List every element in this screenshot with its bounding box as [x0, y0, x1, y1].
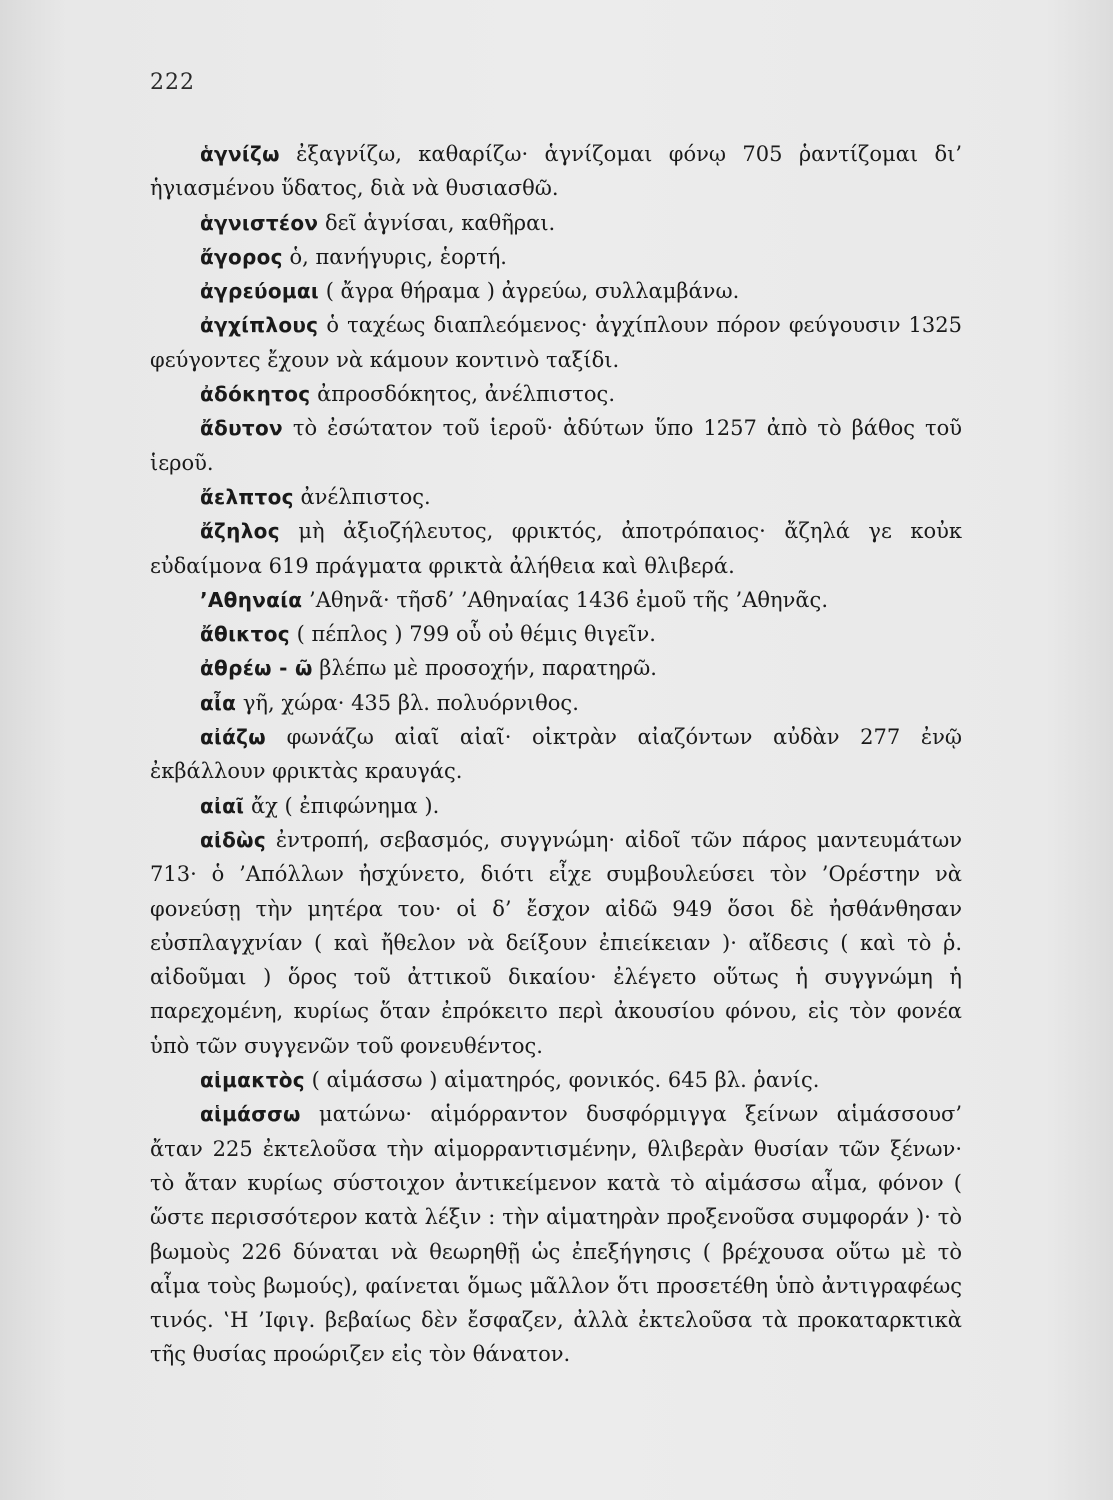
entry-definition: δεῖ ἁγνίσαι, καθῆραι.: [318, 210, 556, 235]
entry-definition: μὴ ἀξιοζήλευτος, φρικτός, ἀποτρόπαιος· ἄζηλά γε κοὐκ εὐδαίμονα 619 πράγματα φρικτὰ ἀλήθεια καὶ θλιβερά.: [150, 519, 962, 578]
entry-lemma: αἱμακτὸς: [200, 1068, 305, 1093]
entry-lemma: αἰαῖ: [200, 793, 245, 818]
entry-lemma: ἀγχίπλους: [200, 313, 319, 338]
entry-definition: τὸ ἐσώτατον τοῦ ἱεροῦ· ἀδύτων ὕπο 1257 ἀπὸ τὸ βάθος τοῦ ἱεροῦ.: [150, 416, 962, 475]
entry-definition: ( αἱμάσσω ) αἱματηρός, φονικός. 645 βλ. ῥανίς.: [304, 1068, 820, 1093]
glossary-entry: [150, 480, 962, 514]
entry-lemma: ἁγνίζω: [200, 142, 280, 166]
glossary-entry: [150, 274, 962, 308]
entry-lemma: ἀθρέω - ῶ: [200, 656, 313, 681]
entry-definition: ’Αθηνᾶ· τῆσδ’ ’Αθηναίας 1436 ἐμοῦ τῆς ’Αθηνᾶς.: [302, 587, 828, 612]
glossary-entry: [150, 137, 962, 206]
entry-definition: ὁ, πανήγυρις, ἑορτή.: [282, 244, 507, 269]
entry-definition: ἐξαγνίζω, καθαρίζω· ἁγνίζομαι φόνῳ 705 ῥαντίζομαι δι’ ἡγιασμένου ὕδατος, διὰ νὰ θυσιασθῶ.: [150, 142, 962, 201]
entry-definition: βλέπω μὲ προσοχήν, παρατηρῶ.: [312, 656, 657, 681]
entry-lemma: ἄθικτος: [200, 622, 290, 647]
glossary-entry: [150, 617, 962, 651]
entry-definition: ἐντροπή, σεβασμός, συγγνώμη· αἰδοῖ τῶν πάρος μαντευμάτων 713· ὁ ’Απόλλων ἠσχύνετο, διότι εἶχε συμβουλεύσει τὸν ’Ορέστην νὰ φονεύσῃ τὴν μητέρα του· οἱ δ’ ἔσχον αἰδῶ 949 ὅσοι δὲ ἠσθάνθησαν εὐσπλαγχνίαν ( καὶ ἤθελον νὰ δείξουν ἐπιείκειαν )· αἴδεσις ( καὶ τὸ ῥ. αἰδοῦμαι ) ὅρος τοῦ ἀττικοῦ δικαίου· ἐλέγετο οὕτως ἡ συγγνώμη ἡ παρεχομένη, κυρίως ὅταν ἐπρόκειτο περὶ ἀκουσίου φόνου, εἰς τὸν φονέα ὑπὸ τῶν συγγενῶν τοῦ φονευθέντος.: [150, 827, 962, 1058]
glossary-entry: [150, 651, 962, 685]
glossary-entry: [150, 583, 962, 617]
entry-definition: φωνάζω αἰαῖ αἰαῖ· οἰκτρὰν αἰαζόντων αὐδὰν 277 ἐνῷ ἐκβάλλουν φρικτὰς κραυγάς.: [150, 725, 962, 784]
entry-lemma: ἄζηλος: [200, 519, 280, 544]
entry-definition: ( ἄγρα θήραμα ) ἀγρεύω, συλλαμβάνω.: [319, 279, 740, 304]
glossary-entry: [150, 1097, 962, 1371]
entry-definition: ἄχ ( ἐπιφώνημα ).: [244, 793, 440, 818]
entry-lemma: ἀγρεύομαι: [200, 279, 320, 304]
page-number: 222: [150, 70, 195, 95]
glossary-entry: [150, 308, 962, 377]
entry-lemma: αἶα: [200, 690, 237, 715]
entry-lemma: ἀδόκητος: [200, 382, 311, 407]
glossary-entry: [150, 720, 962, 789]
glossary-entry: [150, 411, 962, 480]
entry-definition: ἀπροσδόκητος, ἀνέλπιστος.: [310, 382, 615, 407]
glossary-entry: [150, 823, 962, 1063]
entry-definition: ὁ ταχέως διαπλεόμενος· ἀγχίπλουν πόρον φεύγουσιν 1325 φεύγοντες ἔχουν νὰ κάμουν κοντινὸ ταξίδι.: [150, 313, 962, 372]
entry-lemma: ἄελπτος: [200, 484, 294, 509]
entry-definition: ματώνω· αἱμόρραντον δυσφόρμιγγα ξείνων αἱμάσσουσ’ ἄταν 225 ἐκτελοῦσα τὴν αἱμορραντισμένην, θλιβερὰν θυσίαν τῶν ξένων· τὸ ἄταν κυρίως σύστοιχον ἀντικείμενον κατὰ τὸ αἱμάσσω αἷμα, φόνον ( ὥστε περισσότερον κατὰ λέξιν : τὴν αἱματηρὰν προξενοῦσα συμφοράν )· τὸ βωμοὺς 226 δύναται νὰ θεωρηθῇ ὡς ἐπεξήγησις ( βρέχουσα οὕτω μὲ τὸ αἷμα τοὺς βωμούς), φαίνεται ὅμως μᾶλλον ὅτι προσετέθη ὑπὸ ἀντιγραφέως τινός. ‛Η ’Ιφιγ. βεβαίως δὲν ἔσφαζεν, ἀλλὰ ἐκτελοῦσα τὰ προκαταρκτικὰ τῆς θυσίας προώριζεν εἰς τὸν θάνατον.: [150, 1102, 962, 1367]
glossary-body: [150, 137, 962, 1372]
entry-definition: γῆ, χώρα· 435 βλ. πολυόρνιθος.: [236, 690, 579, 715]
glossary-entry: [150, 686, 962, 720]
entry-definition: ( πέπλος ) 799 οὗ οὐ θέμις θιγεῖν.: [289, 622, 656, 647]
entry-lemma: ἁγνιστέον: [200, 210, 319, 235]
entry-lemma: ἄδυτον: [200, 416, 283, 441]
entry-lemma: αἰδὼς: [200, 827, 267, 852]
glossary-entry: [150, 377, 962, 411]
glossary-entry: [150, 240, 962, 274]
glossary-entry: [150, 514, 962, 583]
glossary-entry: [150, 206, 962, 240]
entry-lemma: αἱμάσσω: [200, 1102, 301, 1127]
entry-lemma: αἰάζω: [200, 725, 266, 750]
entry-lemma: ’Αθηναία: [200, 587, 303, 612]
entry-definition: ἀνέλπιστος.: [293, 484, 431, 509]
glossary-entry: [150, 789, 962, 823]
glossary-entry: [150, 1063, 962, 1097]
entry-lemma: ἄγορος: [200, 244, 283, 269]
